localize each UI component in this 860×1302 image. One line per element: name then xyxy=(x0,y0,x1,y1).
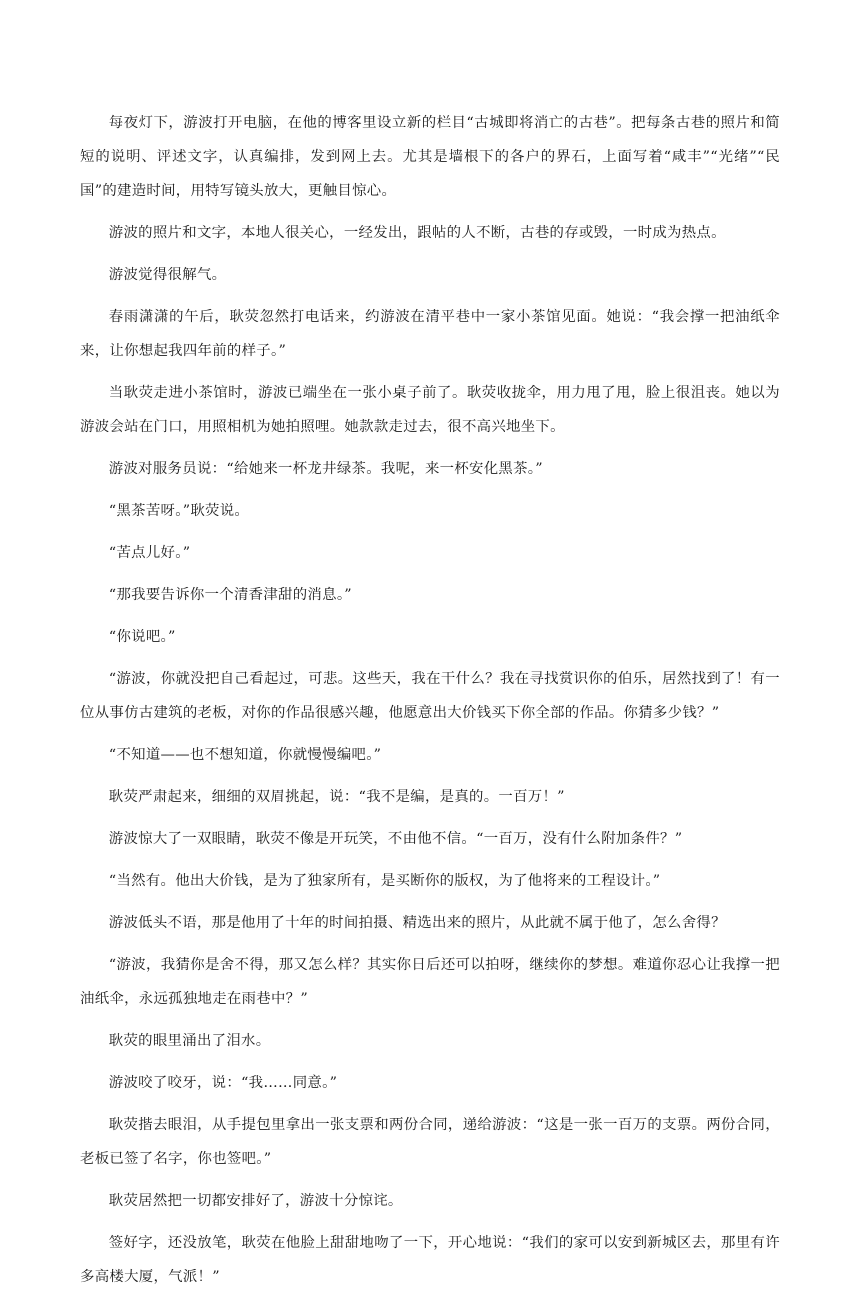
paragraph: “苦点儿好。” xyxy=(108,545,191,561)
paragraph: 游波对服务员说：“给她来一杯龙井绿茶。我呢，来一杯安化黑茶。” xyxy=(108,461,543,477)
paragraph: “游波，我猜你是舍不得，那又怎么样？其实你日后还可以拍呀，继续你的梦想。难道你忍心让我撑一把油纸伞，永远孤独地走在雨巷中？” xyxy=(80,957,780,1007)
paragraph: “游波，你就没把自己看起过，可悲。这些天，我在干什么？我在寻找赏识你的伯乐，居然找到了！有一位从事仿古建筑的老板，对你的作品很感兴趣，他愿意出大价钱买下你全部的作品。你猜多少钱？” xyxy=(80,671,780,721)
document-body xyxy=(80,106,780,1302)
paragraph: 每夜灯下，游波打开电脑，在他的博客里设立新的栏目“古城即将消亡的古巷”。把每条古巷的照片和简短的说明、评述文字，认真编排，发到网上去。尤其是墙根下的各户的界石，上面写着“咸丰”“光绪”“民国”的建造时间，用特写镜头放大，更触目惊心。 xyxy=(80,115,780,199)
paragraph: 游波咬了咬牙，说：“我……同意。” xyxy=(108,1075,338,1091)
paragraph: 当耿荧走进小茶馆时，游波已端坐在一张小桌子前了。耿荧收拢伞，用力甩了甩，脸上很沮丧。她以为游波会站在门口，用照相机为她拍照哩。她款款走过去，很不高兴地坐下。 xyxy=(80,385,780,435)
paragraph: 春雨潇潇的午后，耿荧忽然打电话来，约游波在清平巷中一家小茶馆见面。她说：“我会撑一把油纸伞来，让你想起我四年前的样子。” xyxy=(80,309,780,359)
paragraph: “你说吧。” xyxy=(108,629,176,645)
paragraph: 游波觉得很解气。 xyxy=(108,267,227,283)
paragraph: “那我要告诉你一个清香津甜的消息。” xyxy=(108,587,352,603)
paragraph: 耿荧居然把一切都安排好了，游波十分惊诧。 xyxy=(108,1193,403,1209)
paragraph: 耿荧的眼里涌出了泪水。 xyxy=(108,1033,271,1049)
paragraph: 游波低头不语，那是他用了十年的时间拍摄、精选出来的照片，从此就不属于他了，怎么舍得？ xyxy=(108,915,726,931)
paragraph: 耿荧严肃起来，细细的双眉挑起，说：“我不是编，是真的。一百万！” xyxy=(108,789,565,805)
paragraph: 游波惊大了一双眼睛，耿荧不像是开玩笑，不由他不信。“一百万，没有什么附加条件？” xyxy=(108,831,683,847)
paragraph: 耿荧揩去眼泪，从手提包里拿出一张支票和两份合同，递给游波：“这是一张一百万的支票。两份合同，老板已签了名字，你也签吧。” xyxy=(80,1117,780,1167)
paragraph: “不知道——也不想知道，你就慢慢编吧。” xyxy=(108,747,382,763)
paragraph: “当然有。他出大价钱，是为了独家所有，是买断你的版权，为了他将来的工程设计。” xyxy=(108,873,661,889)
paragraph: “黑茶苦呀。”耿荧说。 xyxy=(108,503,250,519)
paragraph: 签好字，还没放笔，耿荧在他脸上甜甜地吻了一下，开心地说：“我们的家可以安到新城区去，那里有许多高楼大厦，气派！” xyxy=(80,1235,780,1285)
paragraph: 游波的照片和文字，本地人很关心，一经发出，跟帖的人不断，古巷的存或毁，一时成为热点。 xyxy=(108,225,726,241)
